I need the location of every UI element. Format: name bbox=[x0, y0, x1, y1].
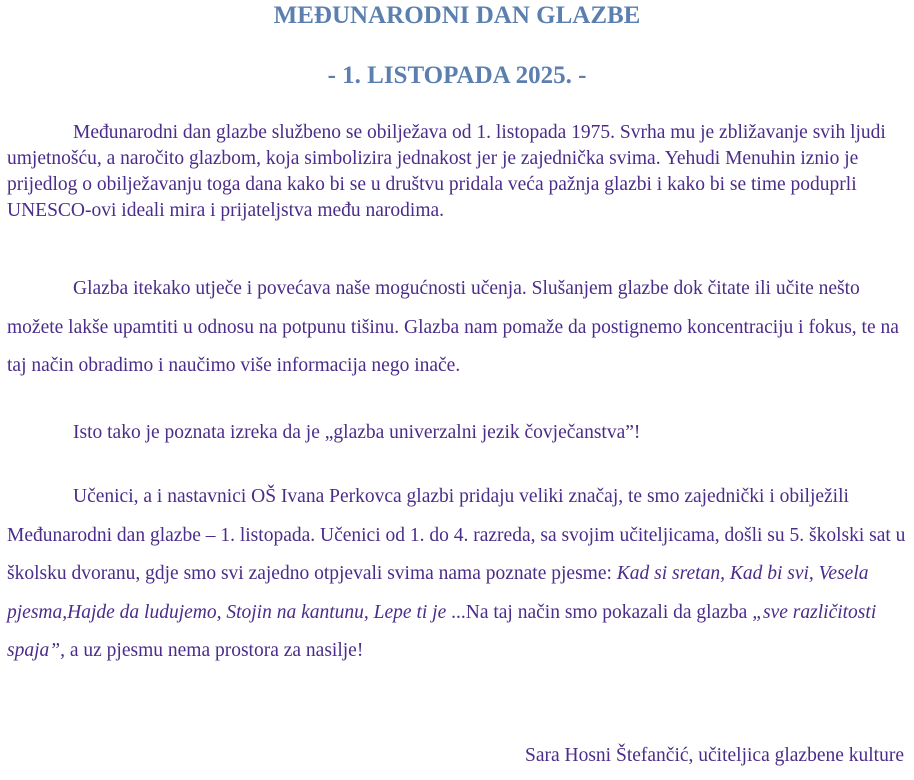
author-signature: Sara Hosni Štefančić, učiteljica glazbene kulture bbox=[524, 745, 904, 766]
page-title: MEĐUNARODNI DAN GLAZBE bbox=[273, 2, 641, 29]
paragraph-school-event bbox=[7, 478, 907, 671]
event-middle-text: ...Na taj način smo pokazali da glazba bbox=[446, 601, 753, 623]
page-subtitle-date: - 1. LISTOPADA 2025. - bbox=[327, 62, 587, 89]
event-end-text: a uz pjesmu nema prostora za nasilje! bbox=[64, 640, 364, 661]
event-intro-text: Učenici, a i nastavnici OŠ Ivana Perkovca glazbi pridaju veliki značaj, te smo zajednički i obilježili Međunarodni dan glazbe – 1. listopada. Učenici od 1. do 4. razreda, sa svojim učiteljicama, došli su 5. školski sat u školsku dvoranu, gdje smo svi zajedno otpjevali svima nama poznate pjesme: bbox=[7, 486, 906, 584]
paragraph-saying: Isto tako je poznata izreka da je „glazba univerzalni jezik čovječanstva”! bbox=[73, 422, 641, 443]
paragraph-history: Međunarodni dan glazbe službeno se obilježava od 1. listopada 1975. Svrha mu je zbližavanje svih ljudi umjetnošću, a naročito glazbom, koja simbolizira jednakost jer je zajednička svima. Yehudi Menuhin iznio je prijedlog o obilježavanju toga dana kako bi se u društvu pridala veća pažnja glazbi i kako bi se time poduprli UNESCO-ovi ideali mira i prijateljstva među narodima. bbox=[7, 122, 886, 221]
song-list: Kad si sretan, Kad bi svi, Vesela pjesma,Hajde da ludujemo, Stojin na kantunu, Lepe ti je bbox=[7, 563, 869, 623]
paragraph-learning: Glazba itekako utječe i povećava naše mogućnosti učenja. Slušanjem glazbe dok čitate ili učite nešto možete lakše upamtiti u odnosu na potpunu tišinu. Glazba nam pomaže da postignemo koncentraciju i fokus, te na taj način obradimo i naučimo više informacija nego inače. bbox=[7, 278, 899, 376]
event-quote: „sve različitosti spaja”, bbox=[7, 601, 877, 661]
